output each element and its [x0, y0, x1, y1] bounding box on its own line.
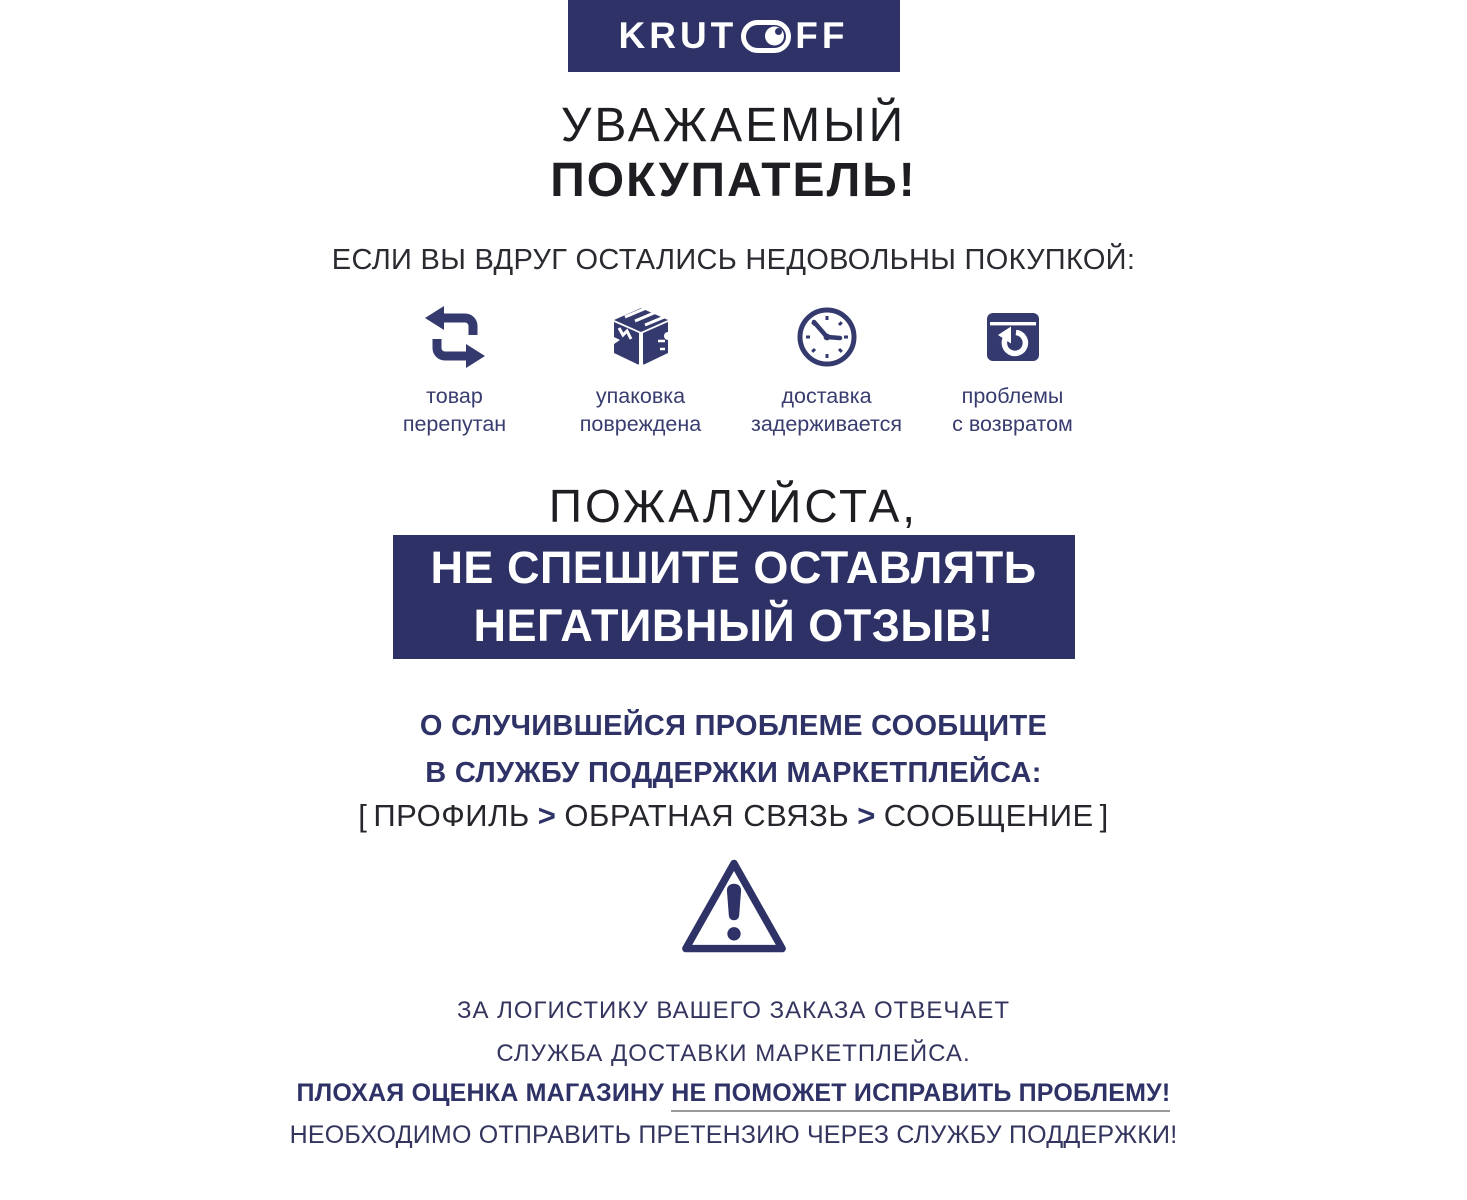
support-line2: В СЛУЖБУ ПОДДЕРЖКИ МАРКЕТПЛЕЙСА: [425, 756, 1042, 789]
support-instructions [0, 703, 1467, 797]
brand-logo-bar [568, 0, 900, 72]
swap-arrows-icon [423, 303, 487, 371]
return-box-icon [981, 303, 1045, 371]
footer-line3-prefix: ПЛОХАЯ ОЦЕНКА МАГАЗИНУ [296, 1079, 665, 1107]
issue-item-delayed [734, 303, 920, 438]
path-step-message: СООБЩЕНИЕ [883, 798, 1094, 833]
brand-logo [619, 15, 849, 57]
no-negative-review-banner [393, 535, 1075, 659]
support-line1: О СЛУЧИВШЕЙСЯ ПРОБЛЕМЕ СООБЩИТЕ [419, 710, 1048, 742]
issues-row [362, 303, 1106, 438]
footer-line1: ЗА ЛОГИСТИКУ ВАШЕГО ЗАКАЗА ОТВЕЧАЕТ [456, 997, 1011, 1024]
issue-label: товар перепутан [402, 384, 507, 436]
chevron-right-icon: > [537, 798, 557, 833]
greeting-line2: ПОКУПАТЕЛЬ! [550, 154, 917, 207]
chevron-right-icon: > [857, 798, 876, 833]
issue-label: доставка задерживается [750, 384, 903, 436]
issue-label: упаковка повреждена [579, 384, 702, 436]
damaged-box-icon [609, 303, 673, 371]
intro-line: ЕСЛИ ВЫ ВДРУГ ОСТАЛИСЬ НЕДОВОЛЬНЫ ПОКУПКОЙ: [331, 244, 1136, 276]
path-step-feedback: ОБРАТНАЯ СВЯЗЬ [564, 798, 850, 833]
banner-line2: НЕГАТИВНЫЙ ОТЗЫВ! [473, 600, 994, 651]
footer-line3-underlined: НЕ ПОМОЖЕТ ИСПРАВИТЬ ПРОБЛЕМУ! [671, 1079, 1170, 1112]
issue-item-damaged [548, 303, 734, 438]
issue-item-return [920, 303, 1106, 438]
issue-label: проблемы с возвратом [952, 384, 1073, 436]
greeting-line1: УВАЖАЕМЫЙ [560, 99, 907, 152]
support-path [0, 798, 1467, 834]
banner-line1: НЕ СПЕШИТЕ ОСТАВЛЯТЬ [430, 541, 1037, 593]
clock-icon [795, 303, 859, 371]
footer-line3 [0, 1079, 1467, 1108]
brand-logo-left: KRUT [618, 15, 738, 56]
brand-logo-right: FF [795, 15, 849, 56]
warning-triangle-icon [678, 856, 790, 961]
issue-item-mixed-up [362, 303, 548, 438]
open-bracket: [ [358, 798, 368, 833]
footer-line4: НЕОБХОДИМО ОТПРАВИТЬ ПРЕТЕНЗИЮ ЧЕРЕЗ СЛУЖБУ ПОДДЕРЖКИ! [289, 1121, 1178, 1149]
please-line: ПОЖАЛУЙСТА, [548, 480, 919, 532]
close-bracket: ] [1099, 798, 1109, 833]
path-step-profile: ПРОФИЛЬ [373, 798, 530, 833]
toggle-o-icon [741, 20, 791, 53]
footer-line2: СЛУЖБА ДОСТАВКИ МАРКЕТПЛЕЙСА. [496, 1040, 971, 1067]
